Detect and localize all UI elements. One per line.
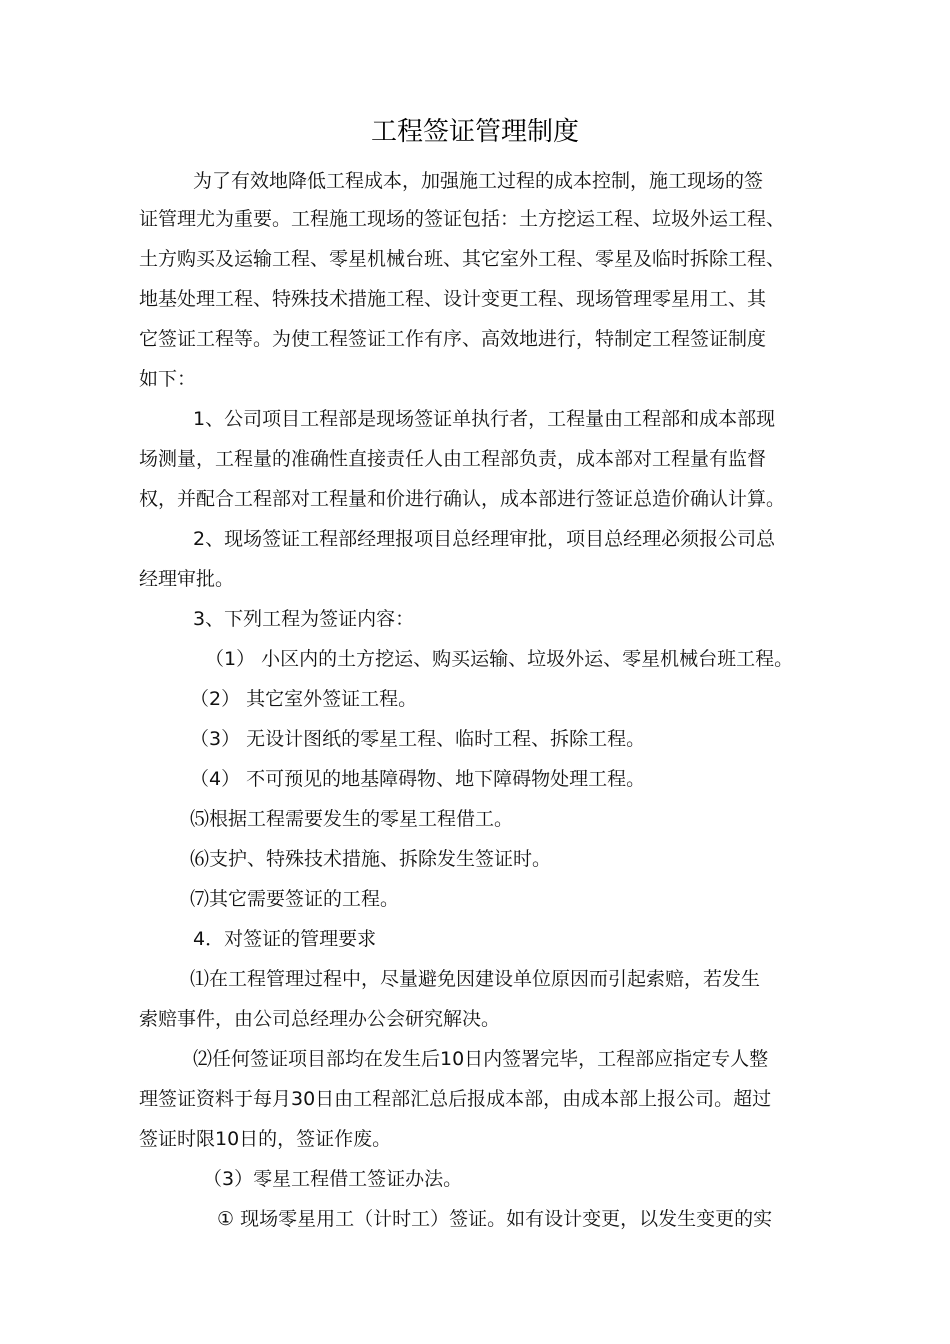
list-item: ⑺其它需要签证的工程。	[190, 888, 400, 910]
list-item: （2） 其它室外签证工程。	[190, 688, 418, 710]
paragraph-line: 证管理尤为重要。工程施工现场的签证包括：土方挖运工程、垃圾外运工程、	[139, 208, 786, 230]
list-item: ⑵任何签证项目部均在发生后10日内签署完毕，工程部应指定专人整	[193, 1048, 769, 1070]
paragraph-line: 索赔事件，由公司总经理办公会研究解决。	[139, 1008, 501, 1030]
list-item: （3）零星工程借工签证办法。	[203, 1168, 463, 1190]
paragraph-line: 2、现场签证工程部经理报项目总经理审批，项目总经理必须报公司总	[193, 528, 776, 550]
paragraph-line: 3、下列工程为签证内容：	[193, 608, 415, 630]
list-item: ⑸根据工程需要发生的零星工程借工。	[190, 808, 514, 830]
paragraph-line: 它签证工程等。为使工程签证工作有序、高效地进行，特制定工程签证制度	[139, 328, 767, 350]
paragraph-line: 1、公司项目工程部是现场签证单执行者，工程量由工程部和成本部现	[193, 408, 776, 430]
list-item: ⑴在工程管理过程中，尽量避免因建设单位原因而引起索赔，若发生	[190, 968, 761, 990]
list-item: ⑹支护、特殊技术措施、拆除发生签证时。	[190, 848, 552, 870]
paragraph-line: 理签证资料于每月30日由工程部汇总后报成本部，由成本部上报公司。超过	[139, 1088, 772, 1110]
list-item: （3） 无设计图纸的零星工程、临时工程、拆除工程。	[190, 728, 646, 750]
paragraph-line: 地基处理工程、特殊技术措施工程、设计变更工程、现场管理零星用工、其	[139, 288, 767, 310]
paragraph-line: 签证时限10日的，签证作废。	[139, 1128, 392, 1150]
paragraph-line: 权，并配合工程部对工程量和价进行确认，成本部进行签证总造价确认计算。	[139, 488, 786, 510]
list-item: （4） 不可预见的地基障碍物、地下障碍物处理工程。	[190, 768, 646, 790]
document-title: 工程签证管理制度	[370, 117, 579, 147]
paragraph-line: 土方购买及运输工程、零星机械台班、其它室外工程、零星及临时拆除工程、	[139, 248, 786, 270]
paragraph-line: 如下：	[139, 368, 197, 390]
paragraph-line: 场测量，工程量的准确性直接责任人由工程部负责，成本部对工程量有监督	[139, 448, 767, 470]
paragraph-line: 为了有效地降低工程成本，加强施工过程的成本控制，施工现场的签	[193, 170, 764, 192]
list-item: （1） 小区内的土方挖运、购买运输、垃圾外运、零星机械台班工程。	[205, 648, 794, 670]
section-heading: 4．对签证的管理要求	[193, 928, 377, 950]
paragraph-line: 经理审批。	[139, 568, 235, 590]
list-item: ① 现场零星用工（计时工）签证。如有设计变更，以发生变更的实	[217, 1208, 773, 1230]
